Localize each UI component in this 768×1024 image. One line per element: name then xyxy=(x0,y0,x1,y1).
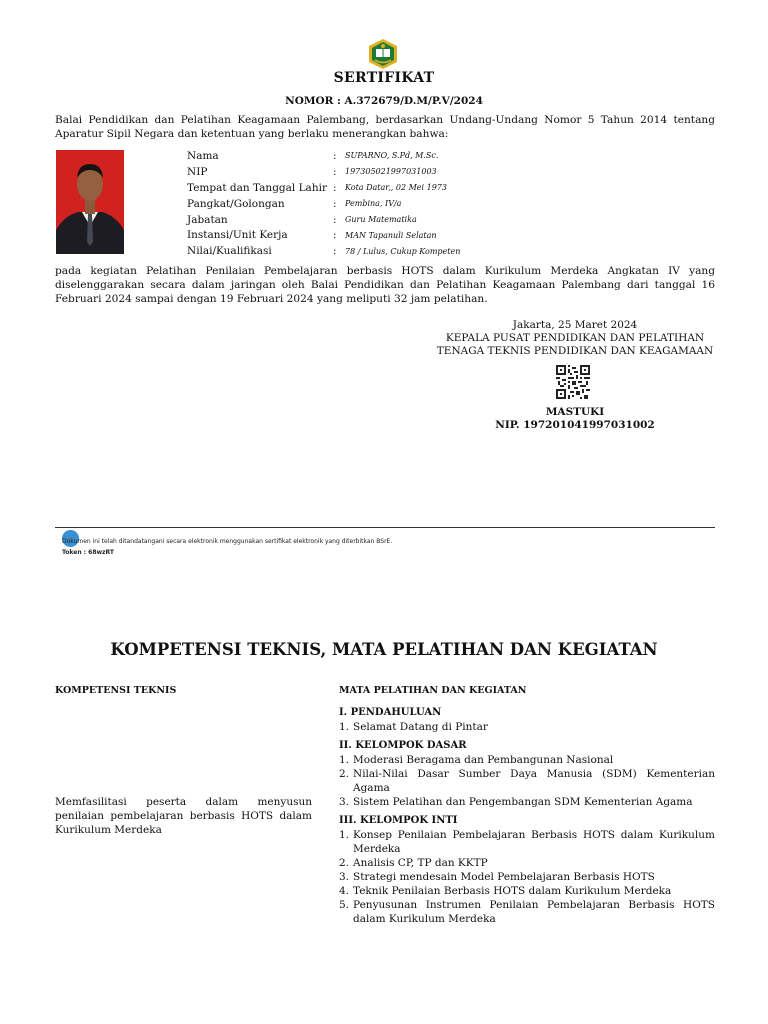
field-separator: : xyxy=(333,149,337,162)
signature-place-date: Jakarta, 25 Maret 2024 xyxy=(512,319,638,331)
item-number: 1. xyxy=(339,829,350,841)
list-item xyxy=(339,753,715,767)
item-number: 2. xyxy=(339,857,350,869)
subjects-list xyxy=(339,704,715,929)
field-value: Guru Matematika xyxy=(345,215,417,224)
field-value: 197305021997031003 xyxy=(345,167,437,177)
field-label: Jabatan xyxy=(187,213,228,226)
field-separator: : xyxy=(333,181,337,194)
table-row xyxy=(187,212,460,228)
field-label: Nilai/Kualifikasi xyxy=(187,245,272,258)
item-text: Strategi mendesain Model Pembelajaran Berbasis HOTS xyxy=(353,871,655,883)
closing-paragraph: pada kegiatan Pelatihan Penilaian Pembelajaran berbasis HOTS dalam Kurikulum Merdeka Angkatan IV yang diselenggarakan secara dalam jaringan oleh Balai Pendidikan dan Pelatihan Keagamaan Palembang dari tanggal 16 Februari 2024 sampai dengan 19 Februari 2024 yang meliputi 32 jam pelatihan. xyxy=(55,265,715,305)
section-items xyxy=(339,720,715,734)
field-value: 78 / Lulus, Cukup Kompeten xyxy=(345,246,461,256)
qr-code-icon xyxy=(556,365,590,399)
bsre-note: Dokumen ini telah ditandatangani secara elektronik menggunakan sertifikat elektronik yang diterbitkan BSrE. xyxy=(62,538,393,545)
signature-position-line1: KEPALA PUSAT PENDIDIKAN DAN PELATIHAN xyxy=(445,332,705,344)
token-text: Token : 68wzRT xyxy=(62,549,114,556)
item-text: Penyusunan Instrumen Penilaian Pembelajaran Berbasis HOTS dalam Kurikulum Merdeka xyxy=(353,899,715,925)
table-row xyxy=(187,148,460,164)
divider xyxy=(55,527,715,528)
field-separator: : xyxy=(333,245,337,258)
field-label: Nama xyxy=(187,149,219,162)
field-separator: : xyxy=(333,213,337,226)
section-title: I. PENDAHULUAN xyxy=(339,707,442,718)
field-value: Kota Datar,, 02 Mei 1973 xyxy=(345,183,447,193)
section-items xyxy=(339,828,715,926)
section-title: II. KELOMPOK DASAR xyxy=(339,740,467,751)
subjects-heading: MATA PELATIHAN DAN KEGIATAN xyxy=(339,685,527,696)
field-label: Tempat dan Tanggal Lahir xyxy=(187,181,327,194)
competency-title: KOMPETENSI TEKNIS, MATA PELATIHAN DAN KEGIATAN xyxy=(110,640,658,659)
field-value: Pembina, IV/a xyxy=(345,199,402,209)
item-text: Nilai-Nilai Dasar Sumber Daya Manusia (SDM) Kementerian Agama xyxy=(353,768,715,794)
item-text: Selamat Datang di Pintar xyxy=(353,721,488,733)
section-title: III. KELOMPOK INTI xyxy=(339,815,458,826)
field-value: SUPARNO, S.Pd, M.Sc. xyxy=(345,151,439,161)
item-text: Analisis CP, TP dan KKTP xyxy=(353,857,488,869)
competency-heading: KOMPETENSI TEKNIS xyxy=(55,685,177,696)
field-separator: : xyxy=(333,197,337,210)
table-row xyxy=(187,196,460,212)
item-text: Moderasi Beragama dan Pembangunan Nasional xyxy=(353,754,614,766)
item-number: 3. xyxy=(339,871,350,883)
field-separator: : xyxy=(333,229,337,242)
kemenag-emblem-icon xyxy=(367,38,399,70)
list-item xyxy=(339,884,715,898)
certificate-title: SERTIFIKAT xyxy=(333,70,435,86)
list-item xyxy=(339,856,715,870)
signer-name: MASTUKI xyxy=(545,406,605,418)
list-item xyxy=(339,795,715,809)
field-value: MAN Tapanuli Selatan xyxy=(345,230,437,240)
participant-info-table xyxy=(187,148,460,259)
item-number: 4. xyxy=(339,885,350,897)
competency-description: Memfasilitasi peserta dalam menyusun penilaian pembelajaran berbasis HOTS dalam Kurikulum Merdeka xyxy=(55,796,312,836)
item-number: 1. xyxy=(339,754,350,766)
participant-photo xyxy=(56,150,124,254)
table-row xyxy=(187,243,460,259)
list-item xyxy=(339,828,715,856)
intro-paragraph: Balai Pendidikan dan Pelatihan Keagamaan Palembang, berdasarkan Undang-Undang Nomor 5 Tahun 2014 tentang Aparatur Sipil Negara dan ketentuan yang berlaku menerangkan bahwa: xyxy=(55,114,715,140)
list-item xyxy=(339,720,715,734)
field-separator: : xyxy=(333,165,337,178)
table-row xyxy=(187,164,460,180)
signature-position-line2: TENAGA TEKNIS PENDIDIKAN DAN KEAGAMAAN xyxy=(436,345,714,357)
list-item xyxy=(339,898,715,926)
list-item xyxy=(339,870,715,884)
item-number: 3. xyxy=(339,796,350,808)
item-number: 2. xyxy=(339,768,350,780)
certificate-number: NOMOR : A.372679/D.M/P.V/2024 xyxy=(285,95,483,107)
section-items xyxy=(339,753,715,809)
item-text: Sistem Pelatihan dan Pengembangan SDM Kementerian Agama xyxy=(353,796,693,808)
table-row xyxy=(187,180,460,196)
field-label: NIP xyxy=(187,165,208,178)
item-number: 1. xyxy=(339,721,350,733)
item-text: Konsep Penilaian Pembelajaran Berbasis HOTS dalam Kurikulum Merdeka xyxy=(353,829,715,855)
field-label: Pangkat/Golongan xyxy=(187,197,285,210)
item-text: Teknik Penilaian Berbasis HOTS dalam Kurikulum Merdeka xyxy=(353,885,672,897)
item-number: 5. xyxy=(339,899,350,911)
list-item xyxy=(339,767,715,795)
signer-nip: NIP. 197201041997031002 xyxy=(495,419,655,431)
field-label: Instansi/Unit Kerja xyxy=(187,229,288,242)
table-row xyxy=(187,227,460,243)
